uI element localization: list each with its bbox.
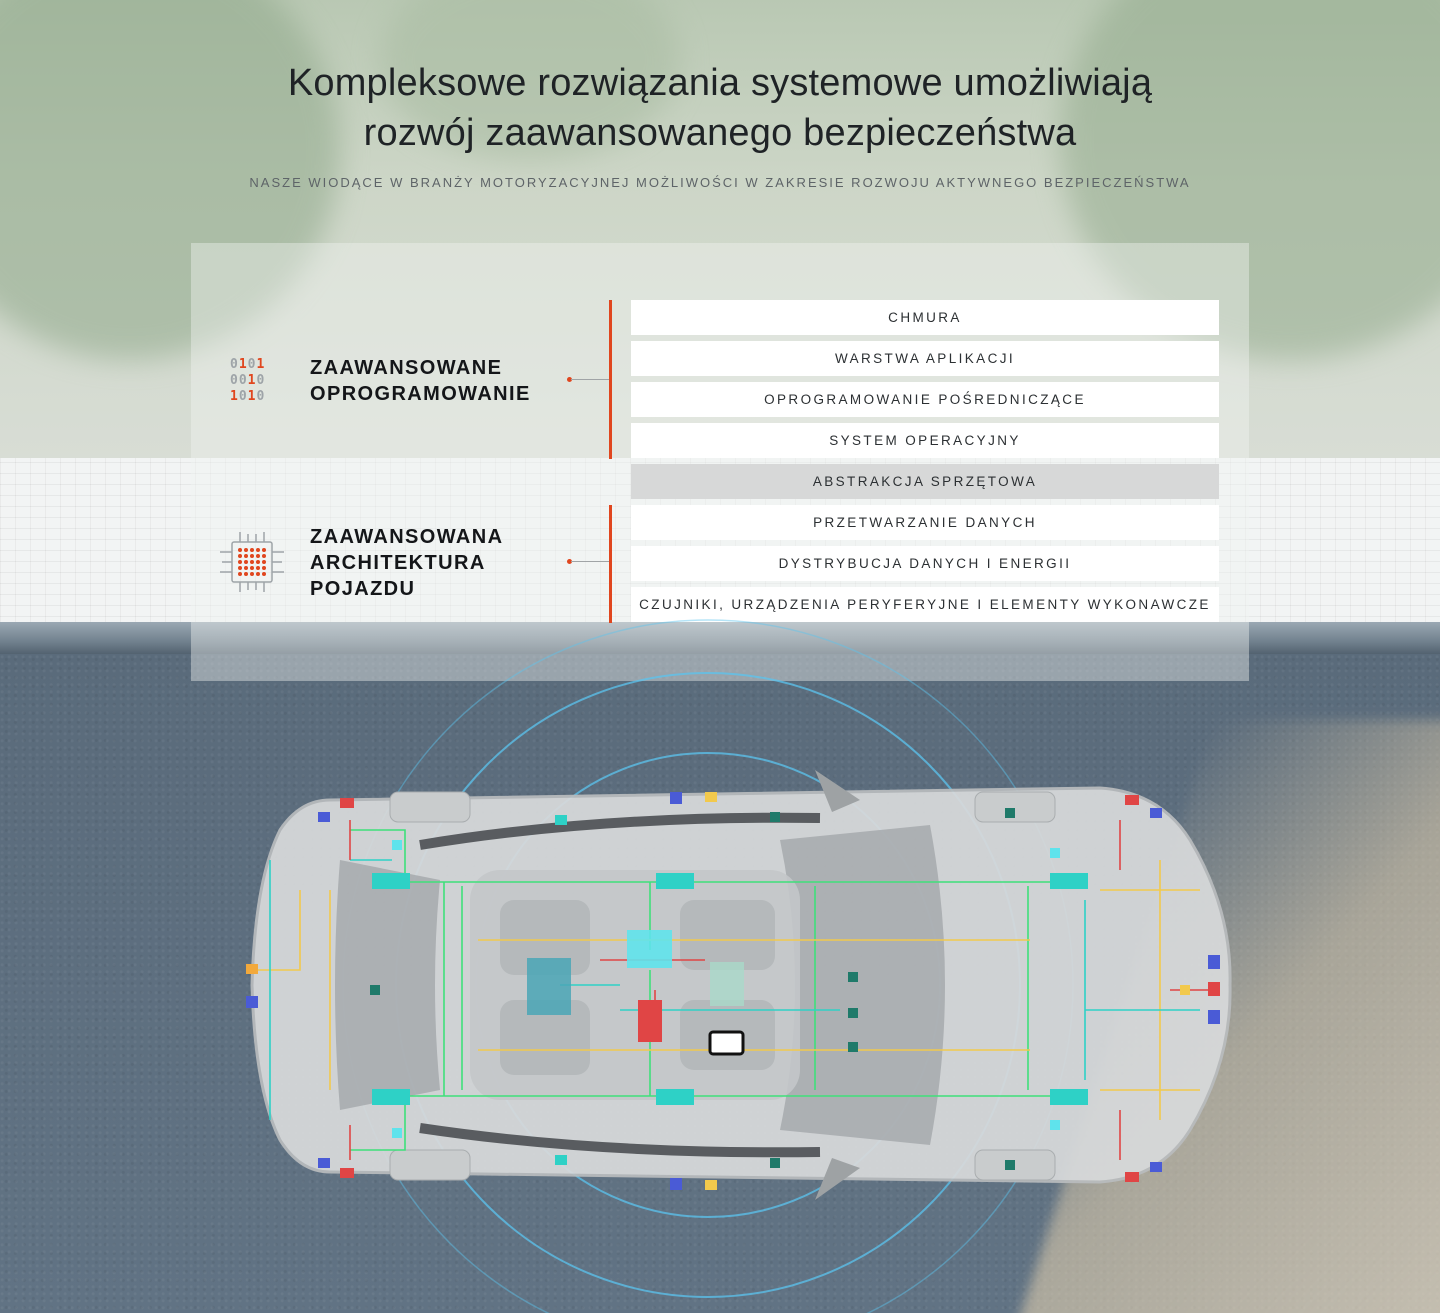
domain-controller-module [527, 958, 571, 1015]
title-line-2: rozwój zaawansowanego bezpieczeństwa [363, 112, 1077, 154]
radar-sensor [318, 1158, 330, 1168]
category-hardware-line1: ZAAWANSOWANA [310, 526, 504, 548]
title-line-1: Kompleksowe rozwiązania systemowe umożliwiają [287, 62, 1153, 104]
radar-sensor [246, 996, 258, 1008]
radar-sensor [1208, 1010, 1220, 1024]
category-software-line2: OPROGRAMOWANIE [310, 383, 531, 405]
radar-sensor [670, 792, 682, 804]
camera-sensor [555, 1155, 567, 1165]
camera-sensor [1180, 985, 1190, 995]
camera-sensor [392, 840, 402, 850]
zone-controller [372, 1089, 410, 1105]
ultrasonic-sensor [246, 964, 258, 974]
camera-sensor [705, 792, 717, 802]
lidar-sensor [1125, 1172, 1139, 1182]
binary-digit: 0 [238, 389, 248, 404]
binary-digit: 1 [247, 389, 257, 404]
binary-digit: 1 [238, 357, 248, 372]
binary-digit: 0 [230, 373, 239, 388]
actuator [370, 985, 380, 995]
binary-digit: 0 [247, 357, 257, 372]
lidar-sensor [1208, 982, 1220, 996]
radar-sensor [1150, 1162, 1162, 1172]
gateway-module [710, 962, 744, 1006]
actuator [1005, 1160, 1015, 1170]
binary-digit: 1 [247, 373, 257, 388]
zone-controller [656, 873, 694, 889]
zone-controller [1050, 873, 1088, 889]
binary-digit: 1 [230, 389, 239, 404]
lidar-sensor [340, 1168, 354, 1178]
binary-digit: 0 [256, 389, 266, 404]
layer-operating-system[interactable]: SYSTEM OPERACYJNY [631, 423, 1219, 458]
camera-sensor [1050, 848, 1060, 858]
layer-sensors-peripherals-actuators[interactable]: CZUJNIKI, URZĄDZENIA PERYFERYJNE I ELEMENTY WYKONAWCZE [631, 587, 1219, 622]
actuator [770, 812, 780, 822]
layer-data-processing[interactable]: PRZETWARZANIE DANYCH [631, 505, 1219, 540]
zone-controller [1050, 1089, 1088, 1105]
actuator [1005, 808, 1015, 818]
zone-controller [372, 873, 410, 889]
actuator [848, 972, 858, 982]
lidar-sensor [340, 798, 354, 808]
layer-middleware[interactable]: OPROGRAMOWANIE POŚREDNICZĄCE [631, 382, 1219, 417]
camera-sensor [555, 815, 567, 825]
central-compute-module [627, 930, 672, 968]
radar-sensor [670, 1178, 682, 1190]
zone-controller [656, 1089, 694, 1105]
category-hardware-line3: POJAZDU [310, 578, 416, 600]
display-module [710, 1032, 743, 1054]
camera-sensor [1050, 1120, 1060, 1130]
layer-data-power-distribution[interactable]: DYSTRYBUCJA DANYCH I ENERGII [631, 546, 1219, 581]
binary-digit: 0 [238, 373, 248, 388]
layer-hardware-abstraction[interactable]: ABSTRAKCJA SPRZĘTOWA [631, 464, 1219, 499]
actuator [848, 1008, 858, 1018]
radar-sensor [1208, 955, 1220, 969]
layer-cloud[interactable]: CHMURA [631, 300, 1219, 335]
actuator [770, 1158, 780, 1168]
binary-digit: 0 [256, 373, 266, 388]
binary-digit: 0 [230, 357, 239, 372]
layer-application[interactable]: WARSTWA APLIKACJI [631, 341, 1219, 376]
camera-sensor [392, 1128, 402, 1138]
lidar-sensor [1125, 795, 1139, 805]
camera-sensor [705, 1180, 717, 1190]
power-module [638, 1000, 662, 1042]
binary-digit: 1 [256, 357, 266, 372]
category-hardware-line2: ARCHITEKTURA [310, 552, 486, 574]
category-software-line1: ZAAWANSOWANE [310, 357, 503, 379]
actuator [848, 1042, 858, 1052]
radar-sensor [1150, 808, 1162, 818]
page-subtitle: NASZE WIODĄCE W BRANŻY MOTORYZACYJNEJ MOŻLIWOŚCI W ZAKRESIE ROZWOJU AKTYWNEGO BEZPIECZEŃSTWA [249, 175, 1191, 190]
radar-sensor [318, 812, 330, 822]
